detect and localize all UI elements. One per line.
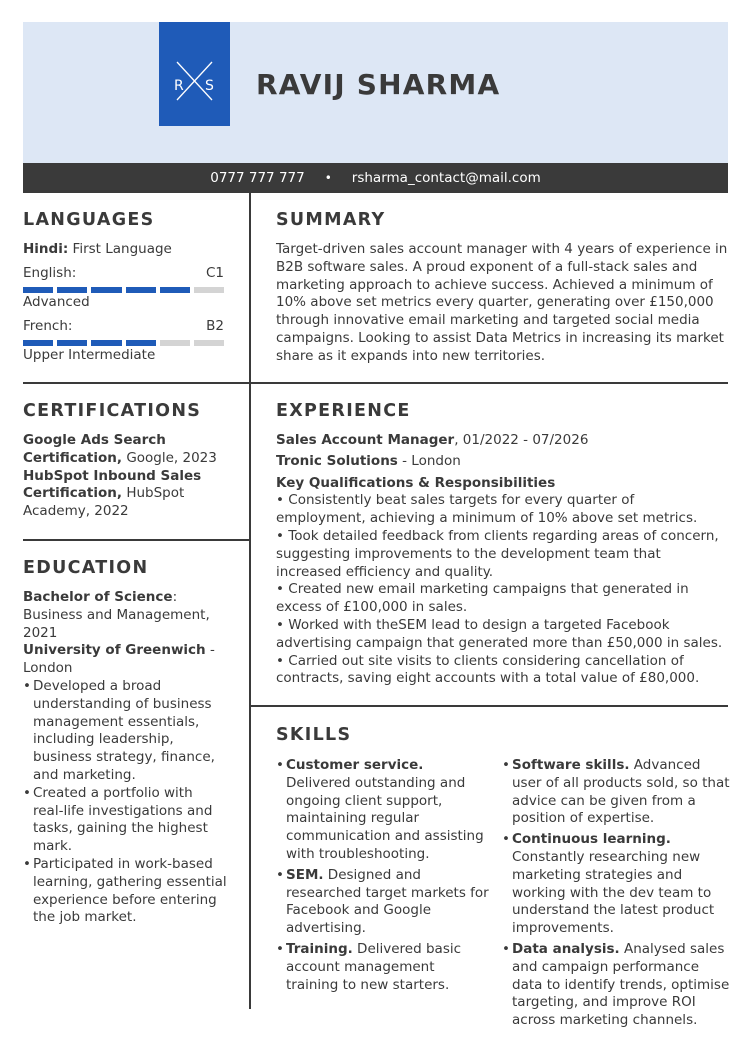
skill-item — [276, 867, 490, 938]
skill-item — [276, 941, 490, 994]
proficiency-segment — [91, 287, 121, 293]
job-subheading-text: Key Qualifications & Responsibilities — [276, 474, 556, 491]
skill-item — [502, 941, 730, 1030]
experience-bullets — [276, 492, 728, 688]
proficiency-segment — [126, 340, 156, 346]
skill-desc: Designed and researched target markets for Facebook and Google advertising. — [286, 866, 489, 937]
column-divider — [249, 193, 251, 1009]
skill-desc: Constantly researching new marketing strategies and working with the dev team to understand the latest product improvements. — [512, 848, 715, 937]
certification-name: Google Ads Search Certification, — [23, 432, 166, 466]
experience-body — [276, 432, 728, 688]
job-role-line — [276, 432, 728, 450]
proficiency-segment — [194, 340, 224, 346]
list-item: • Developed a broad understanding of business management essentials, including leadership, business strategy, finance, and marketing. — [23, 678, 227, 785]
summary-text: Target-driven sales account manager with 4 years of experience in B2B software sales. A proud exponent of a full-stack sales and marketing approach to achieve success. Achieved a minimum of 10% above set metrics every quarter, generating over £150,000 through innovative email marketing and targeted social media campaigns. Looking to assist Data Metrics in increasing its market share as it expands into new territories. — [276, 241, 728, 364]
languages-title: LANGUAGES — [23, 210, 155, 230]
contact-bar — [23, 163, 728, 193]
list-item: • Created a portfolio with real-life investigations and tasks, gaining the highest mark. — [23, 785, 227, 856]
list-item-text: Created new email marketing campaigns that generated in excess of £100,000 in sales. — [276, 581, 689, 616]
degree-name: Bachelor of Science — [23, 589, 173, 605]
skill-name: Continuous learning. — [512, 831, 671, 848]
skill-name: Training. — [286, 940, 353, 957]
list-item: • Consistently beat sales targets for every quarter of employment, achieving a minimum of 10% above set metrics. — [276, 492, 698, 527]
monogram-letter-right: S — [205, 78, 214, 94]
list-item-text: Carried out site visits to clients considering cancellation of contracts, saving eight accounts with a total value of £80,000. — [276, 652, 700, 687]
monogram-letter-left: R — [174, 78, 184, 94]
proficiency-segment — [194, 287, 224, 293]
job-company-line — [276, 453, 728, 471]
language-bar-french — [23, 340, 224, 346]
certification-issuer: Google, 2023 — [126, 449, 217, 466]
certification-item — [23, 468, 223, 521]
skill-item — [276, 757, 490, 864]
list-item-text: Took detailed feedback from clients regarding areas of concern, suggesting improvements to the development team that increased efficiency and quality. — [276, 527, 719, 580]
education-body — [23, 589, 227, 927]
monogram-cross-icon — [159, 22, 230, 126]
summary-title: SUMMARY — [276, 210, 386, 230]
job-dates: , 01/2022 - 07/2026 — [454, 432, 589, 448]
list-item: • Carried out site visits to clients considering cancellation of contracts, saving eight accounts with a total value of £80,000. — [276, 652, 700, 687]
divider-top — [23, 382, 728, 384]
education-school — [23, 642, 227, 678]
language-name: English: — [23, 265, 77, 281]
certification-issuer: HubSpot Academy, 2022 — [23, 485, 185, 520]
list-item: • Worked with theSEM lead to design a targeted Facebook advertising campaign that generated more than £50,000 in sales. — [276, 616, 723, 651]
list-item-text: Worked with theSEM lead to design a targeted Facebook advertising campaign that generated more than £50,000 in sales. — [276, 616, 723, 651]
job-role: Sales Account Manager — [276, 432, 455, 448]
language-item-french — [23, 318, 224, 334]
job-location: - London — [397, 453, 461, 470]
proficiency-segment — [57, 340, 87, 346]
certification-item — [23, 432, 223, 468]
monogram-logo — [159, 22, 230, 126]
language-bar-english — [23, 287, 224, 293]
language-description: Advanced — [23, 294, 90, 310]
experience-title: EXPERIENCE — [276, 401, 411, 421]
skill-desc: Delivered outstanding and ongoing client support, maintaining regular communication and assisting with troubleshooting. — [286, 774, 484, 862]
job-company: Tronic Solutions — [276, 453, 398, 470]
education-degree — [23, 589, 227, 642]
divider-right-mid — [249, 705, 728, 707]
skill-name: SEM. — [286, 866, 324, 883]
native-language-value: First Language — [72, 241, 172, 257]
skill-name: Data analysis. — [512, 940, 620, 957]
school-location: - London — [23, 642, 215, 677]
list-item: • Participated in work-based learning, gathering essential experience before entering the job market. — [23, 856, 227, 927]
proficiency-segment — [23, 287, 53, 293]
language-description: Upper Intermediate — [23, 347, 156, 363]
divider-left-mid — [23, 539, 249, 541]
contact-separator: • — [324, 171, 332, 185]
language-item-english — [23, 265, 224, 281]
skills-title: SKILLS — [276, 725, 352, 745]
list-item: • Created new email marketing campaigns that generated in excess of £100,000 in sales. — [276, 581, 689, 616]
native-language — [23, 241, 172, 259]
skill-desc: Delivered basic account management training to new starters. — [286, 940, 462, 993]
education-title: EDUCATION — [23, 558, 149, 578]
skill-name: Customer service. — [286, 757, 424, 773]
proficiency-segment — [91, 340, 121, 346]
language-level: B2 — [206, 318, 224, 334]
skill-desc: Analysed sales and campaign performance data to identify trends, optimise targeting, and improve ROI across marketing channels. — [512, 940, 730, 1029]
education-bullets — [23, 678, 227, 927]
school-name: University of Greenwich — [23, 642, 206, 659]
list-item: • Took detailed feedback from clients regarding areas of concern, suggesting improvements to the development team that increased efficiency and quality. — [276, 527, 719, 580]
certification-name: HubSpot Inbound Sales Certification, — [23, 467, 202, 502]
skills-left-column — [276, 757, 490, 994]
language-level: C1 — [205, 265, 224, 281]
proficiency-segment — [23, 340, 53, 346]
degree-details: : Business and Management, 2021 — [23, 589, 210, 641]
language-name: French: — [23, 318, 73, 334]
email-address[interactable]: rsharma_contact@mail.com — [351, 170, 541, 186]
certifications-title: CERTIFICATIONS — [23, 401, 202, 421]
proficiency-segment — [126, 287, 156, 293]
proficiency-segment — [57, 287, 87, 293]
list-item-text: Consistently beat sales targets for every quarter of employment, achieving a minimum of 10% above set metrics. — [276, 492, 698, 527]
job-subheading — [276, 475, 728, 493]
proficiency-segment — [160, 287, 190, 293]
native-language-label: Hindi: — [23, 241, 69, 257]
skill-name: Software skills. — [512, 757, 630, 773]
skill-item — [502, 757, 730, 828]
candidate-name: RAVIJ SHARMA — [256, 68, 501, 101]
skill-item — [502, 831, 730, 938]
certifications-list — [23, 432, 223, 521]
proficiency-segment — [160, 340, 190, 346]
skill-desc: Advanced user of all products sold, so that advice can be given from a position of expertise. — [512, 757, 730, 827]
skills-right-column — [502, 757, 730, 1030]
phone-number[interactable]: 0777 777 777 — [210, 170, 305, 186]
